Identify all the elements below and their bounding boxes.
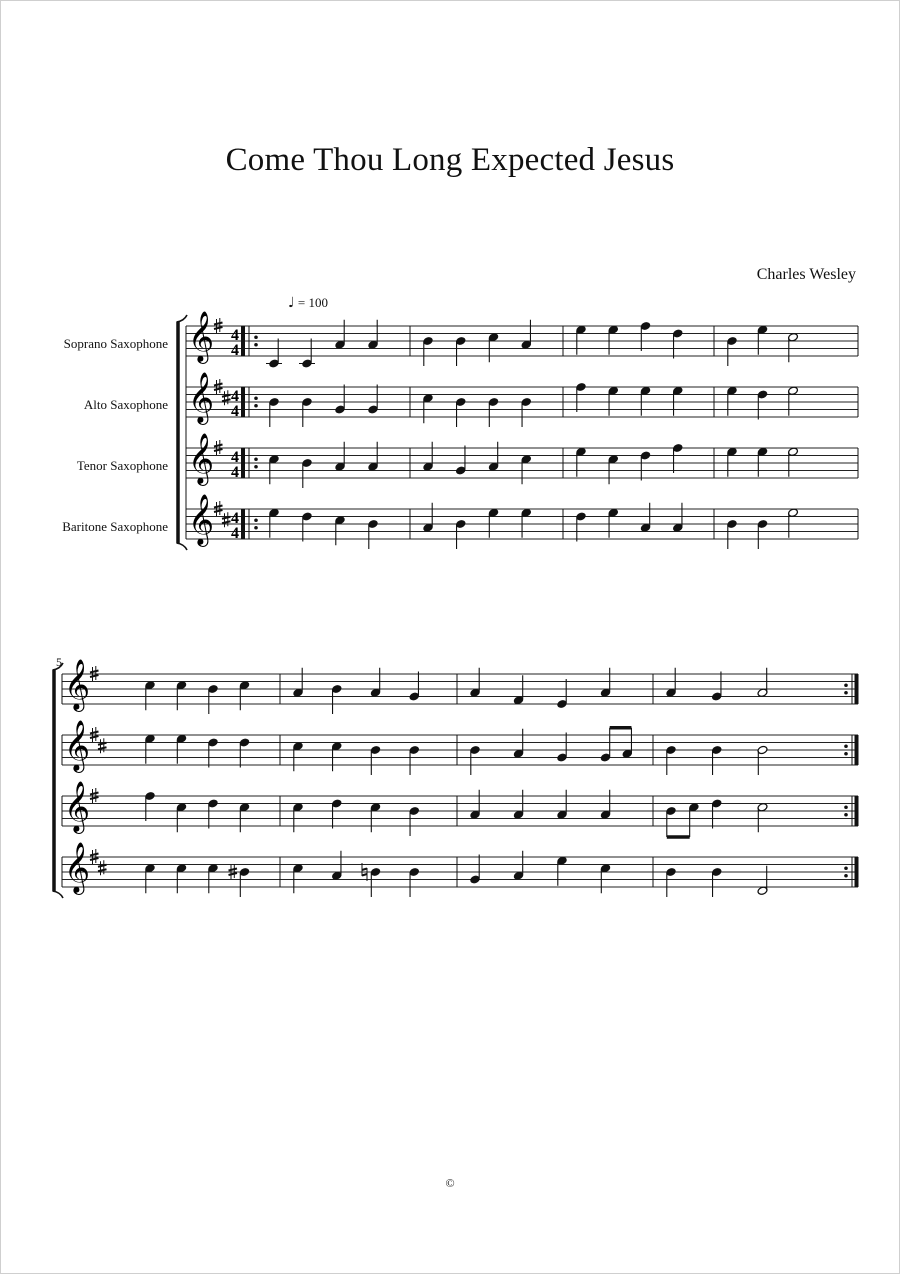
- copyright: ©: [445, 1176, 455, 1190]
- time-signature-bottom: 4: [231, 403, 239, 420]
- treble-clef-icon: 𝄞: [188, 311, 215, 362]
- sharp-stroke: [90, 793, 99, 795]
- time-signature-top: 4: [231, 388, 239, 405]
- sharp-stroke: [229, 873, 238, 875]
- sharp-stroke: [214, 384, 223, 386]
- sharp-stroke: [222, 517, 231, 519]
- key-signature-sharp-icon: [214, 501, 223, 516]
- sharp-stroke: [214, 323, 223, 325]
- start-repeat-dot: [254, 526, 258, 530]
- time-signature-top: 4: [231, 327, 239, 344]
- end-repeat-dot: [844, 805, 848, 809]
- tempo-value: = 100: [297, 295, 328, 310]
- key-signature-sharp-icon: [222, 390, 231, 405]
- sharp-stroke: [214, 506, 223, 508]
- sharp-stroke: [90, 732, 99, 734]
- instrument-label-alto: Alto Saxophone: [83, 397, 168, 412]
- end-repeat-dot: [844, 874, 848, 878]
- accidental-sharp-icon: [229, 864, 238, 879]
- end-repeat-dot: [844, 752, 848, 756]
- bracket-cap: [177, 543, 188, 550]
- start-repeat-dot: [254, 396, 258, 400]
- treble-clef-icon: 𝄞: [188, 433, 215, 484]
- sharp-stroke: [90, 858, 99, 860]
- treble-clef-icon: 𝄞: [188, 494, 215, 545]
- quarter-note-icon: ♩: [288, 295, 295, 311]
- start-repeat-dot: [254, 335, 258, 339]
- sharp-stroke: [90, 671, 99, 673]
- sharp-stroke: [229, 869, 238, 871]
- key-signature-sharp-icon: [90, 666, 99, 681]
- instrument-label-baritone: Baritone Saxophone: [62, 519, 168, 534]
- treble-clef-icon: 𝄞: [64, 659, 91, 710]
- sharp-stroke: [214, 445, 223, 447]
- time-signature-bottom: 4: [231, 525, 239, 542]
- key-signature-sharp-icon: [90, 849, 99, 864]
- time-signature-top: 4: [231, 449, 239, 466]
- key-signature-sharp-icon: [98, 860, 107, 875]
- time-signature-bottom: 4: [231, 342, 239, 359]
- start-repeat-dot: [254, 518, 258, 522]
- treble-clef-icon: 𝄞: [64, 781, 91, 832]
- sharp-stroke: [222, 399, 231, 401]
- start-repeat-dot: [254, 457, 258, 461]
- end-repeat-dot: [844, 813, 848, 817]
- treble-clef-icon: 𝄞: [64, 720, 91, 771]
- bracket-cap: [53, 663, 64, 670]
- bracket-cap: [177, 315, 188, 322]
- sharp-stroke: [90, 854, 99, 856]
- sharp-stroke: [222, 521, 231, 523]
- sharp-stroke: [90, 736, 99, 738]
- score-title: Come Thou Long Expected Jesus: [225, 142, 675, 178]
- treble-clef-icon: 𝄞: [188, 372, 215, 423]
- start-repeat-dot: [254, 465, 258, 469]
- instrument-label-tenor: Tenor Saxophone: [76, 458, 168, 473]
- key-signature-sharp-icon: [222, 512, 231, 527]
- end-repeat-dot: [844, 744, 848, 748]
- time-signature-bottom: 4: [231, 464, 239, 481]
- sharp-stroke: [90, 675, 99, 677]
- sharp-stroke: [98, 743, 107, 745]
- instrument-label-soprano: Soprano Saxophone: [63, 336, 168, 351]
- sharp-stroke: [214, 510, 223, 512]
- key-signature-sharp-icon: [98, 738, 107, 753]
- natural-stroke: [362, 874, 367, 876]
- measure-number: 5: [56, 655, 62, 669]
- sharp-stroke: [214, 388, 223, 390]
- sharp-stroke: [98, 865, 107, 867]
- end-repeat-dot: [844, 683, 848, 687]
- sharp-stroke: [98, 869, 107, 871]
- key-signature-sharp-icon: [90, 788, 99, 803]
- treble-clef-icon: 𝄞: [64, 842, 91, 893]
- key-signature-sharp-icon: [214, 379, 223, 394]
- sharp-stroke: [214, 327, 223, 329]
- sharp-stroke: [214, 449, 223, 451]
- bracket-cap: [53, 891, 64, 898]
- composer: Charles Wesley: [756, 266, 856, 283]
- sharp-stroke: [90, 797, 99, 799]
- key-signature-sharp-icon: [90, 727, 99, 742]
- end-repeat-dot: [844, 691, 848, 695]
- sharp-stroke: [222, 395, 231, 397]
- time-signature-top: 4: [231, 510, 239, 527]
- start-repeat-dot: [254, 343, 258, 347]
- start-repeat-dot: [254, 404, 258, 408]
- end-repeat-dot: [844, 866, 848, 870]
- sharp-stroke: [98, 747, 107, 749]
- key-signature-sharp-icon: [214, 318, 223, 333]
- key-signature-sharp-icon: [214, 440, 223, 455]
- natural-stroke: [362, 869, 367, 871]
